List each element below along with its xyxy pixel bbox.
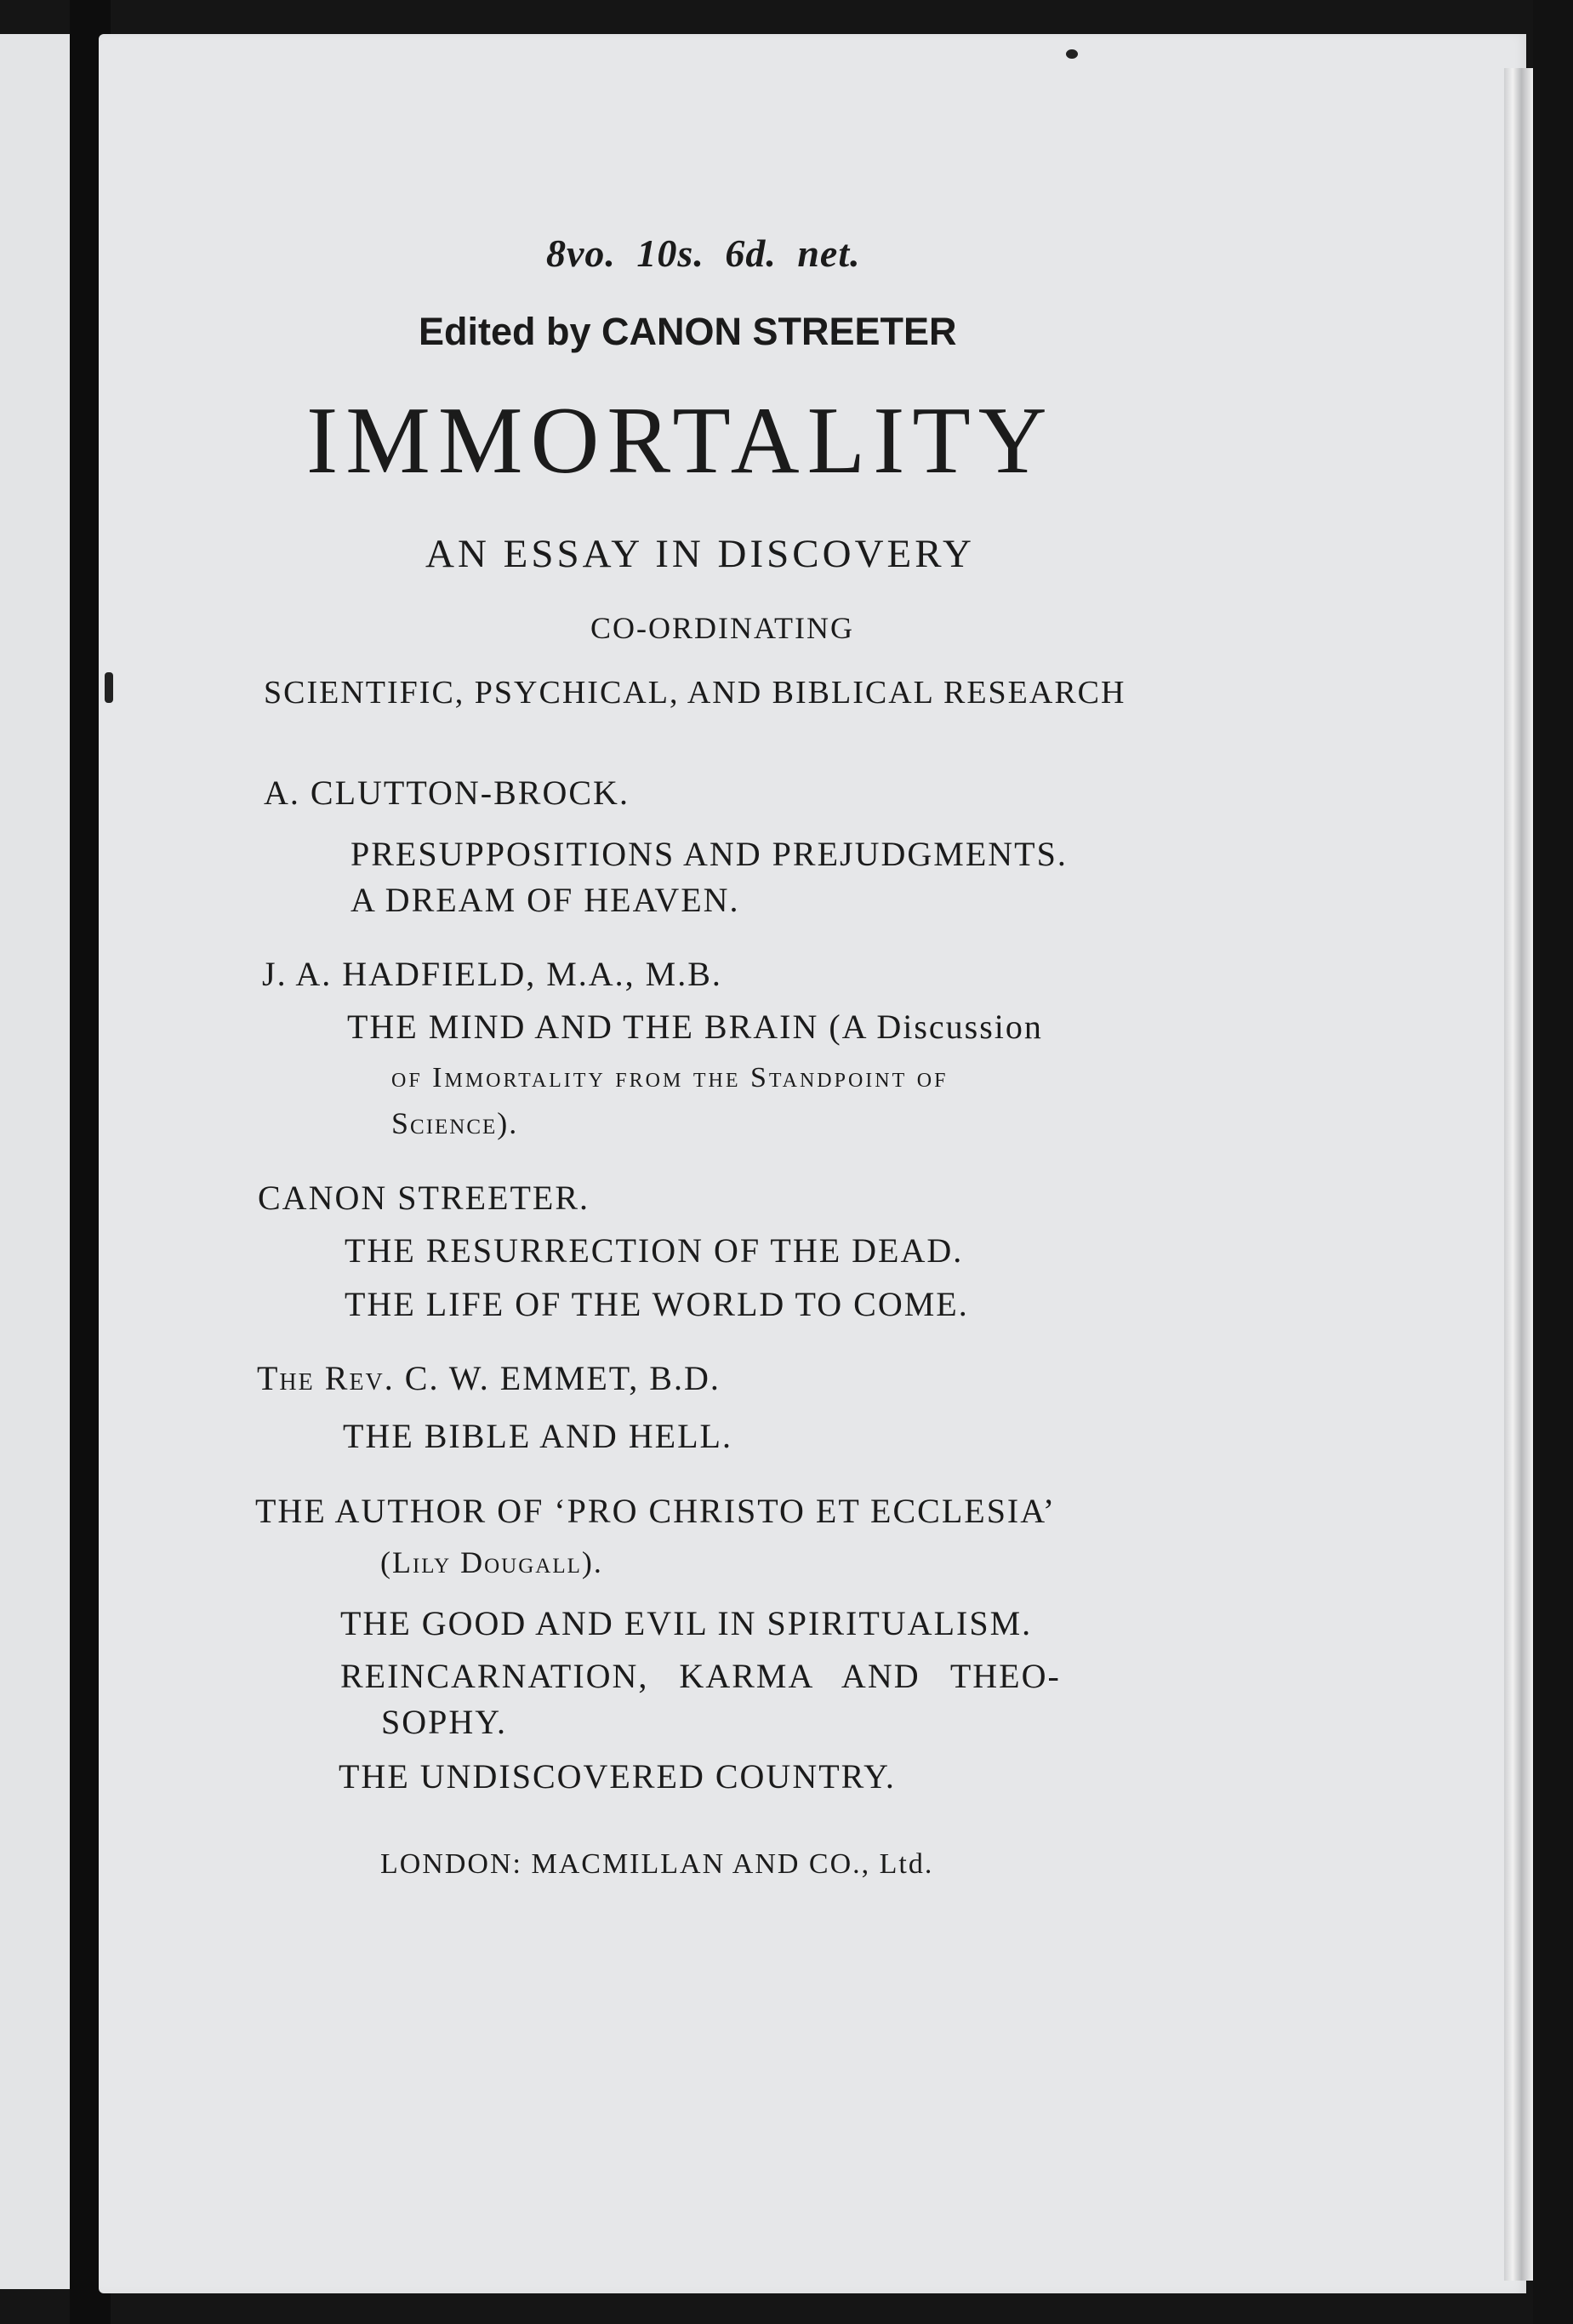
contribution-title: THE UNDISCOVERED COUNTRY. <box>339 1757 896 1796</box>
contribution-title: THE BIBLE AND HELL. <box>343 1417 732 1455</box>
contribution-title: THE GOOD AND EVIL IN SPIRITUALISM. <box>340 1604 1033 1642</box>
dust-speck <box>105 672 113 703</box>
contributor-author: A. CLUTTON-BROCK. <box>264 774 630 812</box>
research-line: SCIENTIFIC, PSYCHICAL, AND BIBLICAL RESEARCH <box>264 675 1126 711</box>
editor-line: Edited by CANON STREETER <box>419 310 957 353</box>
coordinating-line: CO-ORDINATING <box>590 611 854 645</box>
contributor-author: CANON STREETER. <box>258 1179 590 1217</box>
price-line: 8vo. 10s. 6d. net. <box>546 231 861 275</box>
dust-speck <box>1066 49 1078 59</box>
contributor-author: THE AUTHOR OF ‘PRO CHRISTO ET ECCLESIA’ <box>255 1492 1057 1530</box>
page-stack-edge <box>1504 68 1533 2281</box>
contribution-title: REINCARNATION, KARMA AND THEO- <box>340 1657 1061 1695</box>
contribution-title: A DREAM OF HEAVEN. <box>351 881 740 919</box>
contributor-author: J. A. HADFIELD, M.A., M.B. <box>262 955 722 993</box>
book-title: IMMORTALITY <box>306 388 1055 494</box>
contribution-title: THE LIFE OF THE WORLD TO COME. <box>345 1285 969 1323</box>
contribution-title: THE RESURRECTION OF THE DEAD. <box>345 1231 964 1270</box>
previous-page-edge <box>0 34 70 2289</box>
publisher-imprint: LONDON: MACMILLAN AND CO., Ltd. <box>380 1848 934 1880</box>
advertisement-page <box>99 34 1526 2293</box>
contribution-title-continued: of Immortality from the Standpoint of <box>391 1062 949 1093</box>
book-subtitle: AN ESSAY IN DISCOVERY <box>425 532 975 576</box>
contribution-title: THE MIND AND THE BRAIN (A Discussion <box>347 1008 1043 1046</box>
contributor-author: The Rev. C. W. EMMET, B.D. <box>257 1359 721 1397</box>
contribution-title: PRESUPPOSITIONS AND PREJUDGMENTS. <box>351 835 1068 873</box>
scan-background <box>1533 0 1573 2324</box>
contribution-title-continued: Science). <box>391 1106 519 1140</box>
contributor-author-note: (Lily Dougall). <box>380 1545 603 1579</box>
contribution-title-continued: SOPHY. <box>381 1703 507 1741</box>
